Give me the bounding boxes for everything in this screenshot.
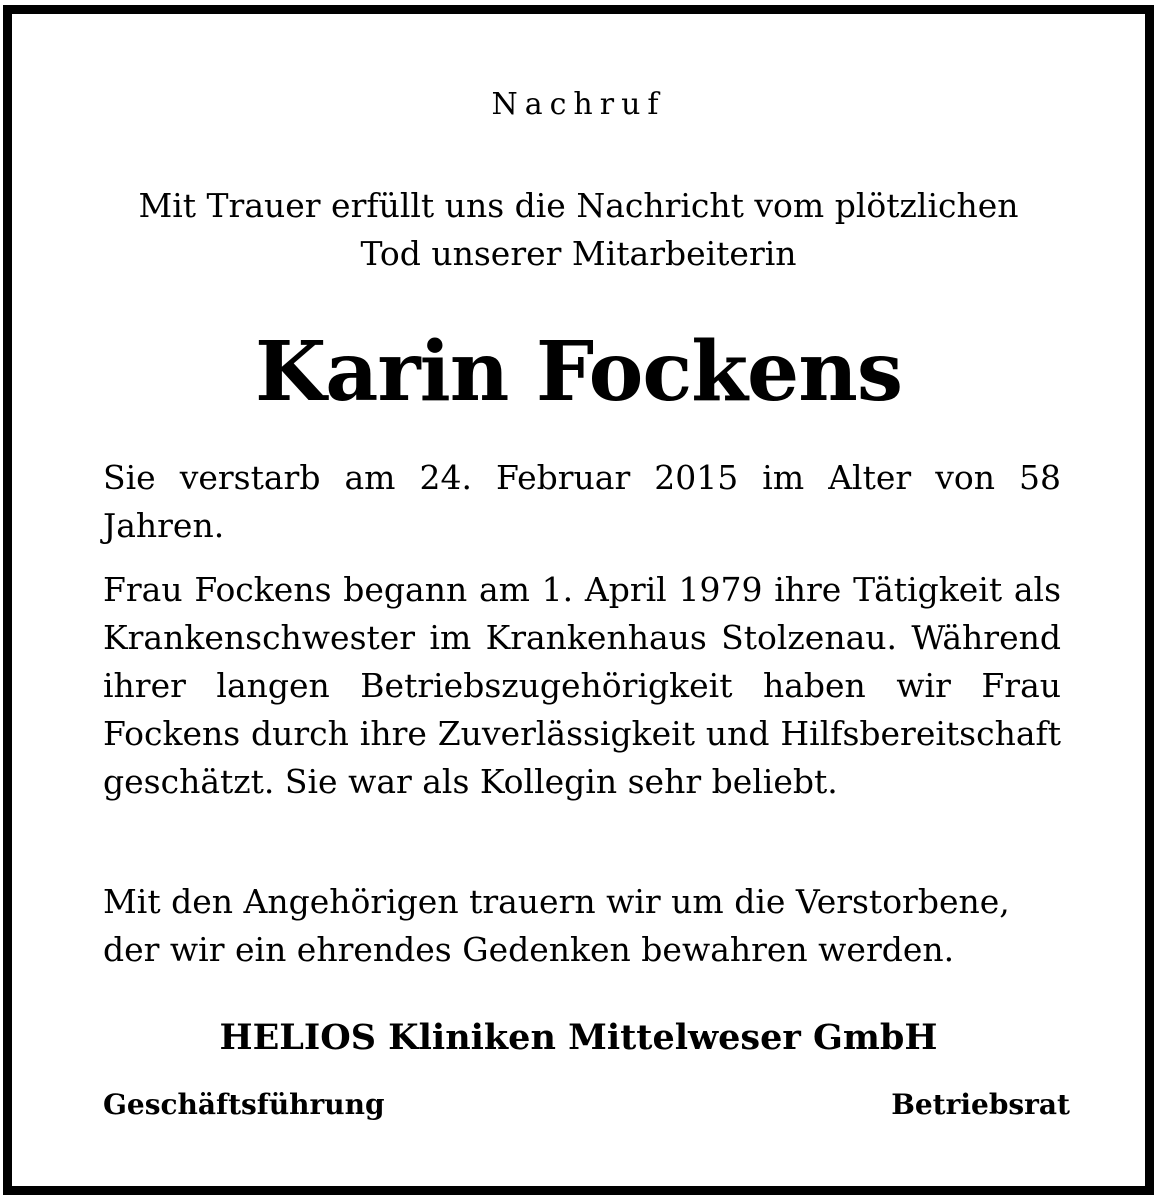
- condolence-paragraph: Mit den Angehörigen trauern wir um die Verstorbene, der wir ein ehrendes Gedenken bewahren werden.: [103, 882, 1010, 969]
- deceased-name: Karin Fockens: [254, 324, 903, 420]
- intro-line-1: Mit Trauer erfüllt uns die Nachricht vom plötzlichen: [138, 186, 1019, 225]
- obituary-heading: Nachruf: [491, 87, 666, 122]
- intro-text: [12, 182, 1145, 278]
- company-name: HELIOS Kliniken Mittelweser GmbH: [219, 1017, 938, 1058]
- signature-management: Geschäftsführung: [103, 1088, 385, 1121]
- death-date-paragraph: Sie verstarb am 24. Februar 2015 im Alter von 58 Jahren.: [103, 458, 1061, 545]
- intro-line-2: Tod unserer Mitarbeiterin: [360, 234, 797, 273]
- career-paragraph: Frau Fockens begann am 1. April 1979 ihre Tätigkeit als Krankenschwester im Krankenhaus Stolzenau. Während ihrer langen Betriebszugehörigkeit haben wir Frau Fockens durch ihre Zuverlässigkeit und Hilfsbereitschaft geschätzt. Sie war als Kollegin sehr beliebt.: [103, 570, 1061, 801]
- obituary-frame: [3, 5, 1154, 1195]
- signature-works-council: Betriebsrat: [891, 1088, 1070, 1121]
